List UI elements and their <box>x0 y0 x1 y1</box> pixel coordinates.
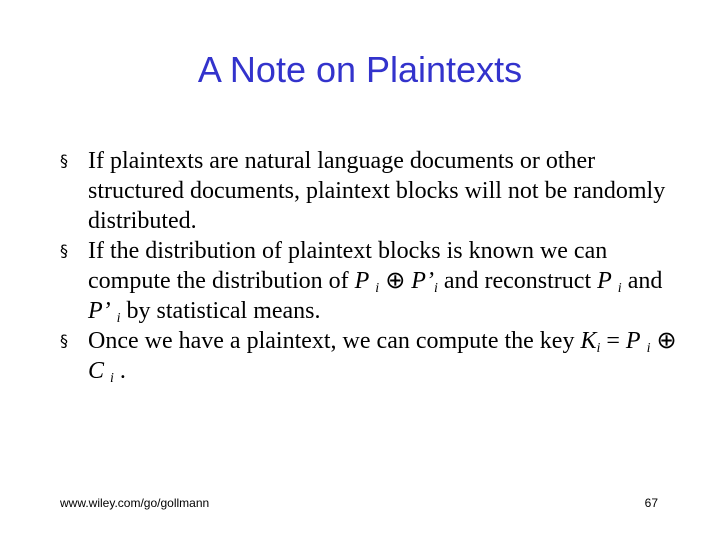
math-p-prime: P’ <box>411 268 434 294</box>
subscript-i: i <box>646 341 651 356</box>
math-p: P <box>597 268 612 294</box>
bullet-text: Once we have a plaintext, we can compute the key <box>88 328 581 354</box>
bullet-text: and <box>621 268 663 294</box>
bullet-item-3 <box>60 326 680 386</box>
subscript-i: i <box>116 311 121 326</box>
bullet-marker-icon: § <box>60 151 68 170</box>
slide-title: A Note on Plaintexts <box>197 49 523 90</box>
equals-sign: = <box>600 328 626 354</box>
subscript-i: i <box>433 281 438 296</box>
math-p-prime: P’ <box>88 298 111 324</box>
math-p: P <box>625 328 641 354</box>
page-number: 67 <box>644 496 658 510</box>
math-p: P <box>354 268 370 294</box>
period: . <box>119 358 126 384</box>
math-k: K <box>580 328 597 354</box>
bullet-item-2 <box>60 236 680 326</box>
bullet-text: If the distribution of plaintext blocks is known we can compute the distribution of <box>88 238 608 294</box>
bullet-text: If plaintexts are natural language documents or other structured documents, plaintext blocks will not be randomly distributed. <box>88 148 666 234</box>
bullet-list <box>60 146 680 386</box>
subscript-i: i <box>110 371 114 386</box>
math-c: C <box>88 358 105 384</box>
subscript-i: i <box>375 281 380 296</box>
subscript-i: i <box>596 341 601 356</box>
footer-url: www.wiley.com/go/gollmann <box>60 496 210 510</box>
bullet-text: and reconstruct <box>437 268 598 294</box>
bullet-text: by statistical means. <box>120 298 321 324</box>
xor-symbol: ⊕ <box>385 268 406 294</box>
bullet-marker-icon: § <box>60 241 68 260</box>
bullet-marker-icon: § <box>60 331 68 350</box>
bullet-item-1 <box>60 146 680 236</box>
subscript-i: i <box>617 281 622 296</box>
xor-symbol: ⊕ <box>656 328 677 354</box>
